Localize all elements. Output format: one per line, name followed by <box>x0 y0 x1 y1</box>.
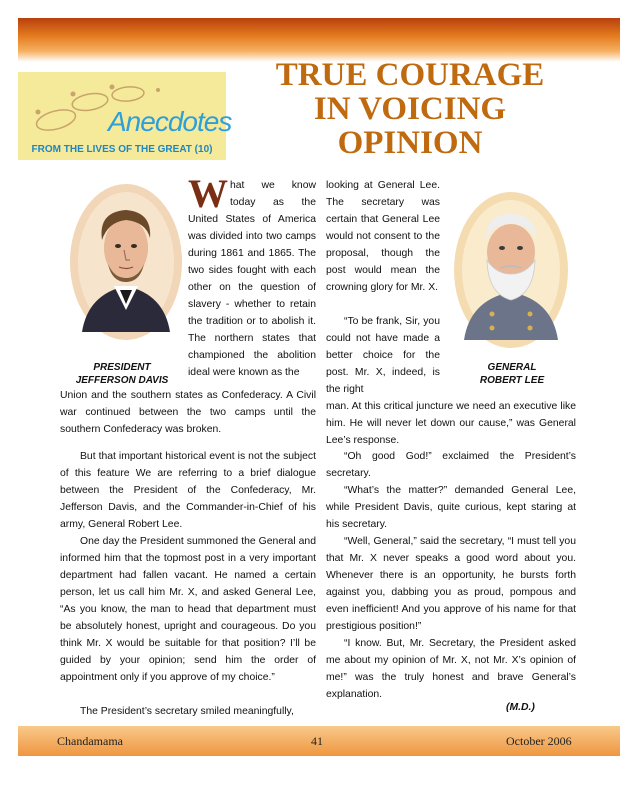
robert-lee-portrait <box>452 190 570 350</box>
article-title <box>240 58 580 160</box>
paragraph-7: “What’s the matter?” demanded General Lee, while President Davis, quite curious, kept staring at his secretary. <box>326 485 576 530</box>
title-line-1: TRUE COURAGE <box>275 57 545 93</box>
paragraph-8: “Well, General,” said the secretary, “I must tell you that Mr. X never speaks a good word about you. Whenever there is an opportunity, he bursts forth against you, dabbing you as proud, pompous and even inefficient! And you approve of his name for that prestigious position!” <box>326 536 576 632</box>
header-band <box>18 18 620 62</box>
paragraph-3: One day the President summoned the General and informed him that the topmost post in a very important department had fallen vacant. He named a certain person, let us call him Mr. X, and asked General Lee, “As you know, the man to head that department must be absolutely honest, upright and courageous. Do you think Mr. X would be suitable for that position? I’ll be guided by your opinion; send him the order of appointment only if you approve of my choice.” <box>60 536 316 683</box>
caption-right-line-2: ROBERT LEE <box>479 375 545 386</box>
footer-issue-date: October 2006 <box>506 734 572 748</box>
paragraph-5-wide: man. At this critical juncture we need an executive like him. He will never let down our cause,” was General Lee’s response. <box>326 401 576 446</box>
paragraph-1-text: hat we know today as the United States of America was divided into two camps during 1861 and 1865. The two sides fought with each other on the question of slavery - whether to retain the tradition or to abolish it. The northern states that championed the abolition ideal were known as the <box>188 180 316 378</box>
title-line-3: OPINION <box>337 125 483 161</box>
footer-page-number: 41 <box>311 734 323 748</box>
drop-cap: W <box>188 177 228 216</box>
footer-magazine-name: Chandamama <box>57 734 123 748</box>
logo-subtitle: FROM THE LIVES OF THE GREAT (10) <box>31 144 213 155</box>
caption-robert-lee <box>450 361 574 387</box>
jefferson-davis-portrait <box>68 182 184 342</box>
paragraph-5-narrow: “To be frank, Sir, you could not have made a better choice for the post. Mr. X, indeed, is the right <box>326 316 440 395</box>
caption-left-line-2: JEFFERSON DAVIS <box>75 375 169 386</box>
logo-word: Anecdotes <box>108 106 232 137</box>
paragraph-6: “Oh good God!” exclaimed the President’s secretary. <box>326 451 576 479</box>
paragraph-2: But that important historical event is not the subject of this feature We are referring to a brief dialogue between the President of the Confederacy, Mr. Jefferson Davis, and the Commander-in-Chief of his army, General Robert Lee. <box>60 451 316 530</box>
paragraph-4: The President’s secretary smiled meaningfully, <box>80 706 294 717</box>
title-line-2: IN VOICING <box>313 91 507 127</box>
anecdotes-logo <box>18 72 232 160</box>
paragraph-4-continued: looking at General Lee. The secretary was certain that General Lee would not consent to the proposal, though the post would mean the crowning glory for Mr. X. <box>326 180 440 293</box>
caption-right-line-1: GENERAL <box>487 362 537 373</box>
caption-jefferson-davis <box>60 361 184 387</box>
paragraph-1-continued: Union and the southern states as Confederacy. A Civil war continued between the two camps until the southern Confederacy was broken. <box>60 390 316 435</box>
author-signature: (M.D.) <box>506 702 535 713</box>
paragraph-9: “I know. But, Mr. Secretary, the President asked me about my opinion of Mr. X, not Mr. X’s opinion of me!” was the truly honest and brave General’s explanation. <box>326 638 576 700</box>
caption-left-line-1: PRESIDENT <box>93 362 151 373</box>
paragraph-1-opening <box>188 177 316 388</box>
